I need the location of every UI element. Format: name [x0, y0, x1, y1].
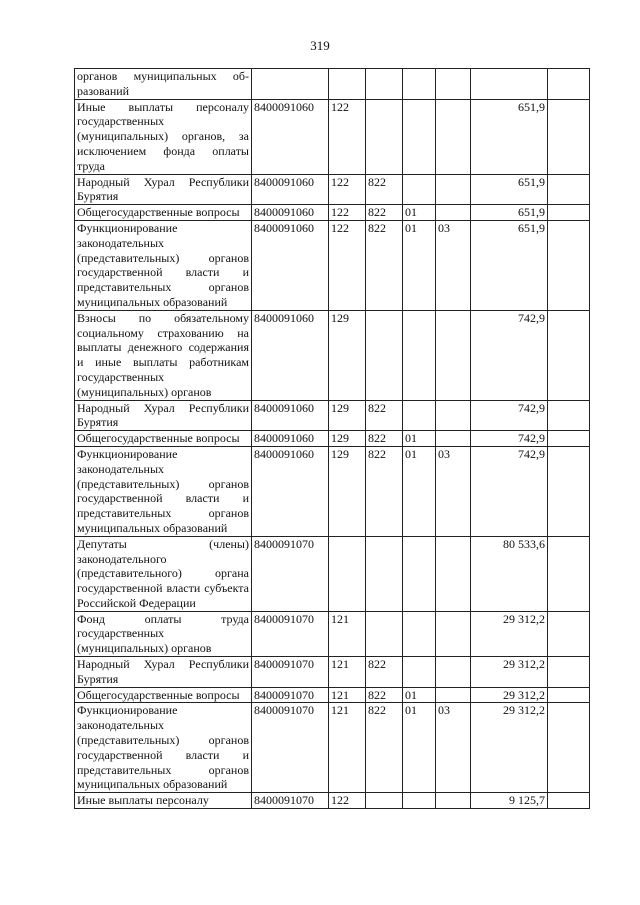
target-article-code-cell: 8400091070: [252, 687, 329, 703]
subsection-code-cell: [436, 205, 471, 221]
subsection-code-cell: [436, 99, 471, 174]
page-number: 319: [310, 38, 330, 53]
subsection-code-cell: [436, 431, 471, 447]
section-code-cell: 01: [403, 205, 436, 221]
row-name-cell: Фонд оплаты труда государственных (муниципальных) органов: [75, 611, 252, 656]
target-article-code-cell: 8400091060: [252, 99, 329, 174]
table-row: [75, 611, 590, 656]
amount-cell: 9 125,7: [471, 793, 548, 809]
section-code-cell: 01: [403, 220, 436, 310]
expense-type-code-cell: 129: [329, 431, 366, 447]
amount-cell: 651,9: [471, 174, 548, 205]
table-row: [75, 446, 590, 536]
empty-column-cell: [548, 657, 590, 688]
expense-type-code-cell: 121: [329, 611, 366, 656]
section-code-cell: 01: [403, 687, 436, 703]
amount-cell: 29 312,2: [471, 687, 548, 703]
subsection-code-cell: [436, 687, 471, 703]
target-article-code-cell: 8400091060: [252, 174, 329, 205]
row-name-cell: Народный Хурал Республики Бурятия: [75, 400, 252, 431]
empty-column-cell: [548, 69, 590, 100]
section-code-cell: [403, 174, 436, 205]
budget-manager-code-cell: 822: [366, 657, 403, 688]
row-name-cell: Функционирование законодательных (представительных) органов государственной власти и представительных органов муниципальных образований: [75, 446, 252, 536]
target-article-code-cell: 8400091060: [252, 220, 329, 310]
table-row: [75, 205, 590, 221]
expense-type-code-cell: 122: [329, 205, 366, 221]
table-row: [75, 793, 590, 809]
expense-type-code-cell: 121: [329, 657, 366, 688]
amount-cell: 742,9: [471, 310, 548, 400]
row-name-cell: Общегосударственные вопросы: [75, 687, 252, 703]
expense-type-code-cell: 121: [329, 687, 366, 703]
row-name-cell: Общегосударственные вопросы: [75, 431, 252, 447]
section-code-cell: 01: [403, 431, 436, 447]
target-article-code-cell: 8400091070: [252, 657, 329, 688]
budget-manager-code-cell: [366, 793, 403, 809]
amount-cell: 651,9: [471, 220, 548, 310]
row-name-cell: Депутаты (члены) законодательного (представительного) органа государственной власти субъекта Российской Федерации: [75, 536, 252, 611]
empty-column-cell: [548, 174, 590, 205]
budget-manager-code-cell: [366, 99, 403, 174]
empty-column-cell: [548, 536, 590, 611]
empty-column-cell: [548, 611, 590, 656]
row-name-cell: Функционирование законодательных (представительных) органов государственной власти и представительных органов муниципальных образований: [75, 220, 252, 310]
subsection-code-cell: 03: [436, 220, 471, 310]
table-row: [75, 536, 590, 611]
expense-type-code-cell: 122: [329, 99, 366, 174]
amount-cell: 80 533,6: [471, 536, 548, 611]
table-row: [75, 703, 590, 793]
empty-column-cell: [548, 431, 590, 447]
amount-cell: 29 312,2: [471, 703, 548, 793]
section-code-cell: [403, 611, 436, 656]
table-row: [75, 431, 590, 447]
empty-column-cell: [548, 400, 590, 431]
expense-type-code-cell: [329, 69, 366, 100]
section-code-cell: [403, 536, 436, 611]
expense-type-code-cell: 129: [329, 446, 366, 536]
target-article-code-cell: 8400091060: [252, 310, 329, 400]
amount-cell: 29 312,2: [471, 657, 548, 688]
target-article-code-cell: 8400091060: [252, 205, 329, 221]
subsection-code-cell: [436, 310, 471, 400]
table-row: [75, 220, 590, 310]
subsection-code-cell: [436, 536, 471, 611]
row-name-cell: Иные выплаты персоналу: [75, 793, 252, 809]
section-code-cell: [403, 793, 436, 809]
table-row: [75, 400, 590, 431]
section-code-cell: [403, 657, 436, 688]
target-article-code-cell: 8400091070: [252, 703, 329, 793]
section-code-cell: 01: [403, 446, 436, 536]
section-code-cell: 01: [403, 703, 436, 793]
empty-column-cell: [548, 220, 590, 310]
budget-manager-code-cell: [366, 69, 403, 100]
subsection-code-cell: 03: [436, 703, 471, 793]
expense-type-code-cell: 129: [329, 310, 366, 400]
target-article-code-cell: 8400091060: [252, 446, 329, 536]
empty-column-cell: [548, 310, 590, 400]
amount-cell: 742,9: [471, 431, 548, 447]
row-name-cell: органов муниципальных об-разований: [75, 69, 252, 100]
target-article-code-cell: 8400091070: [252, 611, 329, 656]
table-row: [75, 99, 590, 174]
row-name-cell: Народный Хурал Республики Бурятия: [75, 657, 252, 688]
subsection-code-cell: [436, 69, 471, 100]
budget-table-body: [75, 69, 590, 809]
amount-cell: 742,9: [471, 400, 548, 431]
budget-manager-code-cell: 822: [366, 174, 403, 205]
amount-cell: 651,9: [471, 205, 548, 221]
target-article-code-cell: 8400091070: [252, 536, 329, 611]
empty-column-cell: [548, 687, 590, 703]
row-name-cell: Общегосударственные вопросы: [75, 205, 252, 221]
expense-type-code-cell: [329, 536, 366, 611]
subsection-code-cell: [436, 611, 471, 656]
table-row: [75, 69, 590, 100]
empty-column-cell: [548, 703, 590, 793]
budget-manager-code-cell: 822: [366, 205, 403, 221]
budget-table: [74, 68, 590, 809]
target-article-code-cell: 8400091070: [252, 793, 329, 809]
empty-column-cell: [548, 205, 590, 221]
budget-manager-code-cell: 822: [366, 703, 403, 793]
row-name-cell: Иные выплаты персоналу государственных (муниципальных) органов, за исключением фонда оплаты труда: [75, 99, 252, 174]
section-code-cell: [403, 99, 436, 174]
row-name-cell: Взносы по обязательному социальному страхованию на выплаты денежного содержания и иные выплаты работникам государственных (муниципальных) органов: [75, 310, 252, 400]
table-row: [75, 657, 590, 688]
subsection-code-cell: [436, 657, 471, 688]
amount-cell: [471, 69, 548, 100]
budget-manager-code-cell: 822: [366, 431, 403, 447]
amount-cell: 29 312,2: [471, 611, 548, 656]
budget-manager-code-cell: 822: [366, 446, 403, 536]
budget-manager-code-cell: [366, 611, 403, 656]
expense-type-code-cell: 129: [329, 400, 366, 431]
row-name-cell: Народный Хурал Республики Бурятия: [75, 174, 252, 205]
row-name-cell: Функционирование законодательных (представительных) органов государственной власти и представительных органов муниципальных образований: [75, 703, 252, 793]
table-row: [75, 310, 590, 400]
target-article-code-cell: [252, 69, 329, 100]
expense-type-code-cell: 122: [329, 174, 366, 205]
empty-column-cell: [548, 99, 590, 174]
subsection-code-cell: [436, 174, 471, 205]
empty-column-cell: [548, 793, 590, 809]
target-article-code-cell: 8400091060: [252, 400, 329, 431]
budget-manager-code-cell: 822: [366, 220, 403, 310]
section-code-cell: [403, 400, 436, 431]
section-code-cell: [403, 69, 436, 100]
table-row: [75, 174, 590, 205]
expense-type-code-cell: 122: [329, 793, 366, 809]
table-row: [75, 687, 590, 703]
subsection-code-cell: 03: [436, 446, 471, 536]
amount-cell: 651,9: [471, 99, 548, 174]
budget-manager-code-cell: [366, 536, 403, 611]
expense-type-code-cell: 121: [329, 703, 366, 793]
subsection-code-cell: [436, 793, 471, 809]
target-article-code-cell: 8400091060: [252, 431, 329, 447]
budget-manager-code-cell: 822: [366, 687, 403, 703]
budget-manager-code-cell: 822: [366, 400, 403, 431]
section-code-cell: [403, 310, 436, 400]
expense-type-code-cell: 122: [329, 220, 366, 310]
budget-manager-code-cell: [366, 310, 403, 400]
amount-cell: 742,9: [471, 446, 548, 536]
empty-column-cell: [548, 446, 590, 536]
subsection-code-cell: [436, 400, 471, 431]
